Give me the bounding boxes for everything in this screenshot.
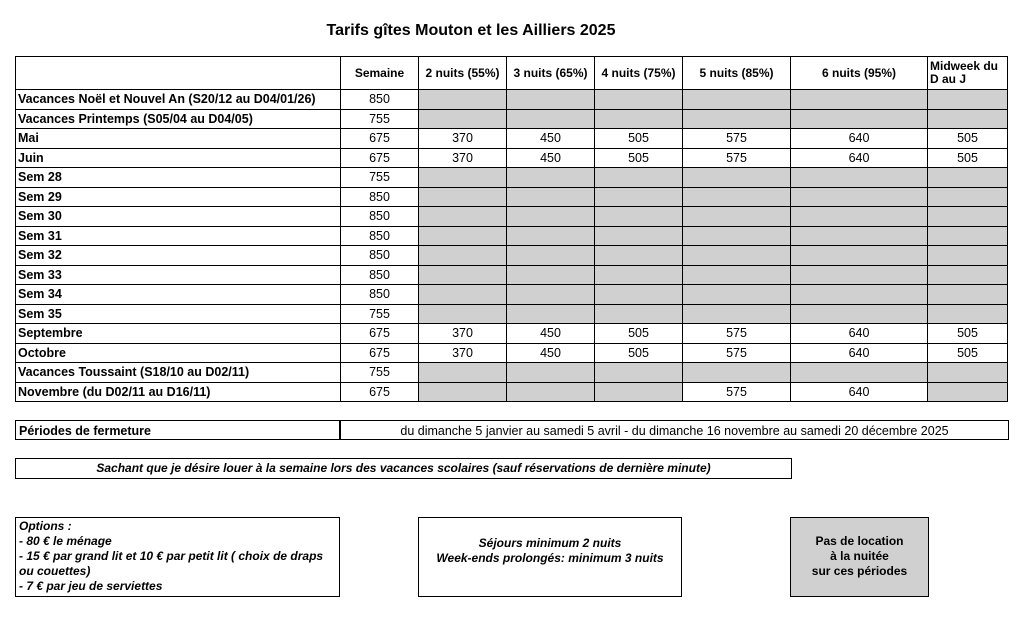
cell-midweek xyxy=(928,109,1008,129)
cell-midweek xyxy=(928,187,1008,207)
cell-5-nuits: 575 xyxy=(683,148,791,168)
cell-6-nuits: 640 xyxy=(791,343,928,363)
cell-midweek: 505 xyxy=(928,129,1008,149)
cell-midweek: 505 xyxy=(928,148,1008,168)
table-row xyxy=(16,246,1008,266)
cell-semaine: 850 xyxy=(341,226,419,246)
header-semaine: Semaine xyxy=(341,57,419,90)
cell-3-nuits: 450 xyxy=(507,343,595,363)
options-item: - 15 € par grand lit et 10 € par petit lit ( choix de draps ou couettes) xyxy=(19,549,324,578)
cell-5-nuits xyxy=(683,285,791,305)
cell-5-nuits xyxy=(683,207,791,227)
cell-5-nuits: 575 xyxy=(683,129,791,149)
cell-6-nuits: 640 xyxy=(791,129,928,149)
options-box xyxy=(15,517,340,597)
cell-2-nuits: 370 xyxy=(419,148,507,168)
cell-2-nuits xyxy=(419,363,507,383)
cell-semaine: 675 xyxy=(341,129,419,149)
no-nightly-rental-line: Pas de location xyxy=(815,534,904,548)
row-label: Septembre xyxy=(16,324,341,344)
row-label: Juin xyxy=(16,148,341,168)
cell-3-nuits xyxy=(507,285,595,305)
cell-2-nuits: 370 xyxy=(419,324,507,344)
cell-semaine: 755 xyxy=(341,304,419,324)
row-label: Octobre xyxy=(16,343,341,363)
cell-2-nuits xyxy=(419,168,507,188)
row-label: Sem 32 xyxy=(16,246,341,266)
cell-semaine: 850 xyxy=(341,187,419,207)
cell-3-nuits xyxy=(507,109,595,129)
cell-semaine: 850 xyxy=(341,90,419,110)
row-label: Sem 30 xyxy=(16,207,341,227)
cell-4-nuits xyxy=(595,90,683,110)
cell-semaine: 755 xyxy=(341,109,419,129)
cell-2-nuits xyxy=(419,109,507,129)
school-holiday-notice: Sachant que je désire louer à la semaine lors des vacances scolaires (sauf réservations de dernière minute) xyxy=(15,458,792,479)
row-label: Sem 35 xyxy=(16,304,341,324)
cell-semaine: 675 xyxy=(341,343,419,363)
cell-4-nuits xyxy=(595,109,683,129)
cell-6-nuits xyxy=(791,304,928,324)
row-label: Sem 33 xyxy=(16,265,341,285)
cell-semaine: 675 xyxy=(341,324,419,344)
cell-2-nuits xyxy=(419,226,507,246)
cell-6-nuits xyxy=(791,90,928,110)
cell-semaine: 755 xyxy=(341,363,419,383)
cell-4-nuits xyxy=(595,187,683,207)
table-row xyxy=(16,129,1008,149)
table-row xyxy=(16,382,1008,402)
closure-label: Périodes de fermeture xyxy=(15,420,340,440)
cell-midweek xyxy=(928,265,1008,285)
cell-4-nuits: 505 xyxy=(595,148,683,168)
table-header-row xyxy=(16,57,1008,90)
cell-2-nuits: 370 xyxy=(419,343,507,363)
cell-6-nuits xyxy=(791,226,928,246)
row-label: Sem 31 xyxy=(16,226,341,246)
header-midweek: Midweek du D au J xyxy=(928,57,1008,90)
cell-4-nuits xyxy=(595,265,683,285)
header-label xyxy=(16,57,341,90)
cell-6-nuits: 640 xyxy=(791,382,928,402)
cell-2-nuits xyxy=(419,246,507,266)
cell-4-nuits xyxy=(595,363,683,383)
cell-5-nuits xyxy=(683,90,791,110)
table-row xyxy=(16,90,1008,110)
tarifs-table xyxy=(15,56,1008,402)
cell-4-nuits xyxy=(595,226,683,246)
cell-midweek xyxy=(928,207,1008,227)
cell-midweek xyxy=(928,90,1008,110)
row-label: Novembre (du D02/11 au D16/11) xyxy=(16,382,341,402)
cell-midweek xyxy=(928,304,1008,324)
cell-5-nuits: 575 xyxy=(683,343,791,363)
closure-text: du dimanche 5 janvier au samedi 5 avril - du dimanche 16 novembre au samedi 20 décembre 2025 xyxy=(340,420,1009,440)
options-item: - 80 € le ménage xyxy=(19,534,112,548)
cell-3-nuits: 450 xyxy=(507,129,595,149)
cell-3-nuits xyxy=(507,246,595,266)
row-label: Vacances Toussaint (S18/10 au D02/11) xyxy=(16,363,341,383)
row-label: Sem 29 xyxy=(16,187,341,207)
no-nightly-rental-line: sur ces périodes xyxy=(811,564,908,578)
options-item: - 7 € par jeu de serviettes xyxy=(19,579,163,593)
header-3-nuits: 3 nuits (65%) xyxy=(507,57,595,90)
cell-3-nuits: 450 xyxy=(507,148,595,168)
header-6-nuits: 6 nuits (95%) xyxy=(791,57,928,90)
cell-5-nuits xyxy=(683,265,791,285)
cell-2-nuits xyxy=(419,265,507,285)
minimum-stay-box xyxy=(418,517,682,597)
cell-4-nuits xyxy=(595,207,683,227)
no-nightly-rental-box xyxy=(790,517,929,597)
cell-6-nuits: 640 xyxy=(791,148,928,168)
options-title: Options : xyxy=(19,519,72,533)
cell-4-nuits xyxy=(595,168,683,188)
cell-semaine: 850 xyxy=(341,285,419,305)
cell-3-nuits: 450 xyxy=(507,324,595,344)
cell-6-nuits xyxy=(791,207,928,227)
cell-3-nuits xyxy=(507,265,595,285)
cell-5-nuits xyxy=(683,109,791,129)
cell-6-nuits xyxy=(791,285,928,305)
cell-2-nuits xyxy=(419,90,507,110)
cell-2-nuits xyxy=(419,304,507,324)
cell-3-nuits xyxy=(507,207,595,227)
minimum-stay-line: Séjours minimum 2 nuits xyxy=(478,536,622,550)
cell-4-nuits: 505 xyxy=(595,343,683,363)
cell-midweek xyxy=(928,226,1008,246)
cell-3-nuits xyxy=(507,304,595,324)
cell-6-nuits xyxy=(791,363,928,383)
cell-2-nuits xyxy=(419,382,507,402)
cell-4-nuits: 505 xyxy=(595,324,683,344)
cell-3-nuits xyxy=(507,382,595,402)
cell-5-nuits xyxy=(683,363,791,383)
header-4-nuits: 4 nuits (75%) xyxy=(595,57,683,90)
cell-5-nuits: 575 xyxy=(683,324,791,344)
table-row xyxy=(16,187,1008,207)
cell-5-nuits xyxy=(683,226,791,246)
cell-semaine: 675 xyxy=(341,148,419,168)
header-2-nuits: 2 nuits (55%) xyxy=(419,57,507,90)
table-row xyxy=(16,265,1008,285)
table-row xyxy=(16,109,1008,129)
cell-4-nuits xyxy=(595,304,683,324)
cell-6-nuits: 640 xyxy=(791,324,928,344)
cell-midweek xyxy=(928,382,1008,402)
table-row xyxy=(16,168,1008,188)
cell-4-nuits xyxy=(595,382,683,402)
table-row xyxy=(16,343,1008,363)
cell-5-nuits xyxy=(683,168,791,188)
row-label: Sem 28 xyxy=(16,168,341,188)
cell-6-nuits xyxy=(791,109,928,129)
table-row xyxy=(16,324,1008,344)
cell-midweek: 505 xyxy=(928,324,1008,344)
table-row xyxy=(16,207,1008,227)
table-row xyxy=(16,226,1008,246)
cell-3-nuits xyxy=(507,168,595,188)
cell-semaine: 755 xyxy=(341,168,419,188)
cell-2-nuits xyxy=(419,187,507,207)
table-row xyxy=(16,363,1008,383)
cell-6-nuits xyxy=(791,246,928,266)
cell-4-nuits: 505 xyxy=(595,129,683,149)
cell-semaine: 850 xyxy=(341,265,419,285)
cell-5-nuits xyxy=(683,187,791,207)
cell-5-nuits: 575 xyxy=(683,382,791,402)
cell-5-nuits xyxy=(683,304,791,324)
cell-midweek: 505 xyxy=(928,343,1008,363)
row-label: Vacances Noël et Nouvel An (S20/12 au D04/01/26) xyxy=(16,90,341,110)
row-label: Vacances Printemps (S05/04 au D04/05) xyxy=(16,109,341,129)
cell-midweek xyxy=(928,168,1008,188)
cell-midweek xyxy=(928,285,1008,305)
cell-semaine: 850 xyxy=(341,246,419,266)
table-body xyxy=(16,90,1008,402)
row-label: Mai xyxy=(16,129,341,149)
row-label: Sem 34 xyxy=(16,285,341,305)
table-row xyxy=(16,285,1008,305)
cell-midweek xyxy=(928,246,1008,266)
cell-6-nuits xyxy=(791,187,928,207)
minimum-stay-line: Week-ends prolongés: minimum 3 nuits xyxy=(436,551,664,565)
header-5-nuits: 5 nuits (85%) xyxy=(683,57,791,90)
page-title: Tarifs gîtes Mouton et les Ailliers 2025 xyxy=(326,22,616,39)
table-row xyxy=(16,148,1008,168)
cell-3-nuits xyxy=(507,187,595,207)
cell-3-nuits xyxy=(507,226,595,246)
cell-3-nuits xyxy=(507,90,595,110)
cell-semaine: 675 xyxy=(341,382,419,402)
cell-2-nuits: 370 xyxy=(419,129,507,149)
cell-2-nuits xyxy=(419,207,507,227)
cell-semaine: 850 xyxy=(341,207,419,227)
cell-2-nuits xyxy=(419,285,507,305)
cell-midweek xyxy=(928,363,1008,383)
cell-3-nuits xyxy=(507,363,595,383)
cell-6-nuits xyxy=(791,168,928,188)
no-nightly-rental-line: à la nuitée xyxy=(830,549,889,563)
cell-6-nuits xyxy=(791,265,928,285)
cell-4-nuits xyxy=(595,246,683,266)
table-row xyxy=(16,304,1008,324)
cell-4-nuits xyxy=(595,285,683,305)
cell-5-nuits xyxy=(683,246,791,266)
